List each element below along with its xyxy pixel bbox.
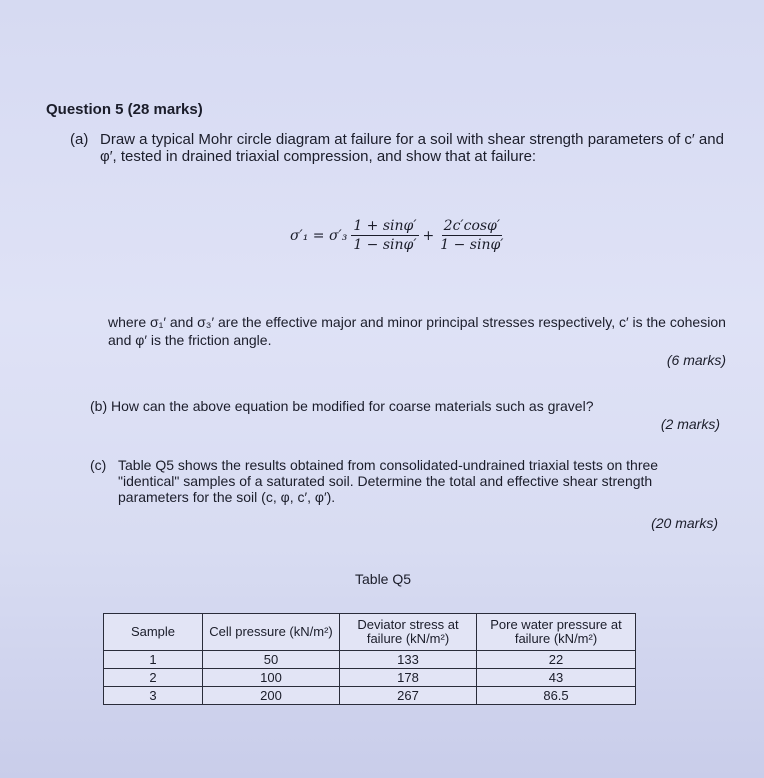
fraction-2-numerator: 2c′cosφ′ xyxy=(443,218,501,234)
formula-fraction-1 xyxy=(351,218,418,253)
header-sample: Sample xyxy=(104,614,203,651)
part-a-label: (a) xyxy=(70,131,89,148)
header-cell-pressure: Cell pressure (kN/m²) xyxy=(203,614,340,651)
table-row xyxy=(104,687,636,705)
results-table xyxy=(103,613,636,705)
part-a-marks: (6 marks) xyxy=(666,352,726,368)
cell-cell-pressure: 200 xyxy=(203,687,340,705)
formula-plus: + xyxy=(422,227,435,244)
cell-deviator-stress: 178 xyxy=(340,669,477,687)
header-pore-water-pressure: Pore water pressure at failure (kN/m²) xyxy=(477,614,636,651)
part-c-label: (c) xyxy=(90,457,107,473)
fraction-1-numerator: 1 + sinφ′ xyxy=(353,218,417,234)
cell-cell-pressure: 100 xyxy=(203,669,340,687)
cell-pore-water-pressure: 22 xyxy=(477,651,636,669)
cell-sample: 3 xyxy=(104,687,203,705)
fraction-1-denominator: 1 − sinφ′ xyxy=(353,237,417,253)
part-a-text: Draw a typical Mohr circle diagram at failure for a soil with shear strength parameters of c′ and φ′, tested in drained triaxial compression, and show that at failure: xyxy=(100,131,724,165)
failure-formula xyxy=(290,218,509,253)
part-b-marks: (2 marks) xyxy=(660,416,720,432)
part-c-text: Table Q5 shows the results obtained from consolidated-undrained triaxial tests on three "identical" samples of a saturated soil. Determine the total and effective shear strength parameters for the soil (c, φ, c′, φ′). xyxy=(118,457,659,505)
part-b-text: (b) How can the above equation be modified for coarse materials such as gravel? xyxy=(90,398,594,414)
part-a-where-text: where σ₁′ and σ₃′ are the effective major and minor principal stresses respectively, c′ is the cohesion and φ′ is the friction angle. xyxy=(108,314,726,348)
cell-deviator-stress: 267 xyxy=(340,687,477,705)
cell-pore-water-pressure: 43 xyxy=(477,669,636,687)
formula-lhs: σ′₁ = σ′₃ xyxy=(290,227,348,244)
table-caption: Table Q5 xyxy=(355,571,412,587)
formula-fraction-2 xyxy=(438,218,505,253)
table-row xyxy=(104,669,636,687)
table-header-row xyxy=(104,614,636,651)
question-title: Question 5 (28 marks) xyxy=(46,101,203,118)
cell-deviator-stress: 133 xyxy=(340,651,477,669)
cell-cell-pressure: 50 xyxy=(203,651,340,669)
part-c-marks: (20 marks) xyxy=(651,515,718,531)
cell-pore-water-pressure: 86.5 xyxy=(477,687,636,705)
header-deviator-stress: Deviator stress at failure (kN/m²) xyxy=(340,614,477,651)
cell-sample: 2 xyxy=(104,669,203,687)
cell-sample: 1 xyxy=(104,651,203,669)
fraction-2-denominator: 1 − sinφ′ xyxy=(440,237,504,253)
table-row xyxy=(104,651,636,669)
